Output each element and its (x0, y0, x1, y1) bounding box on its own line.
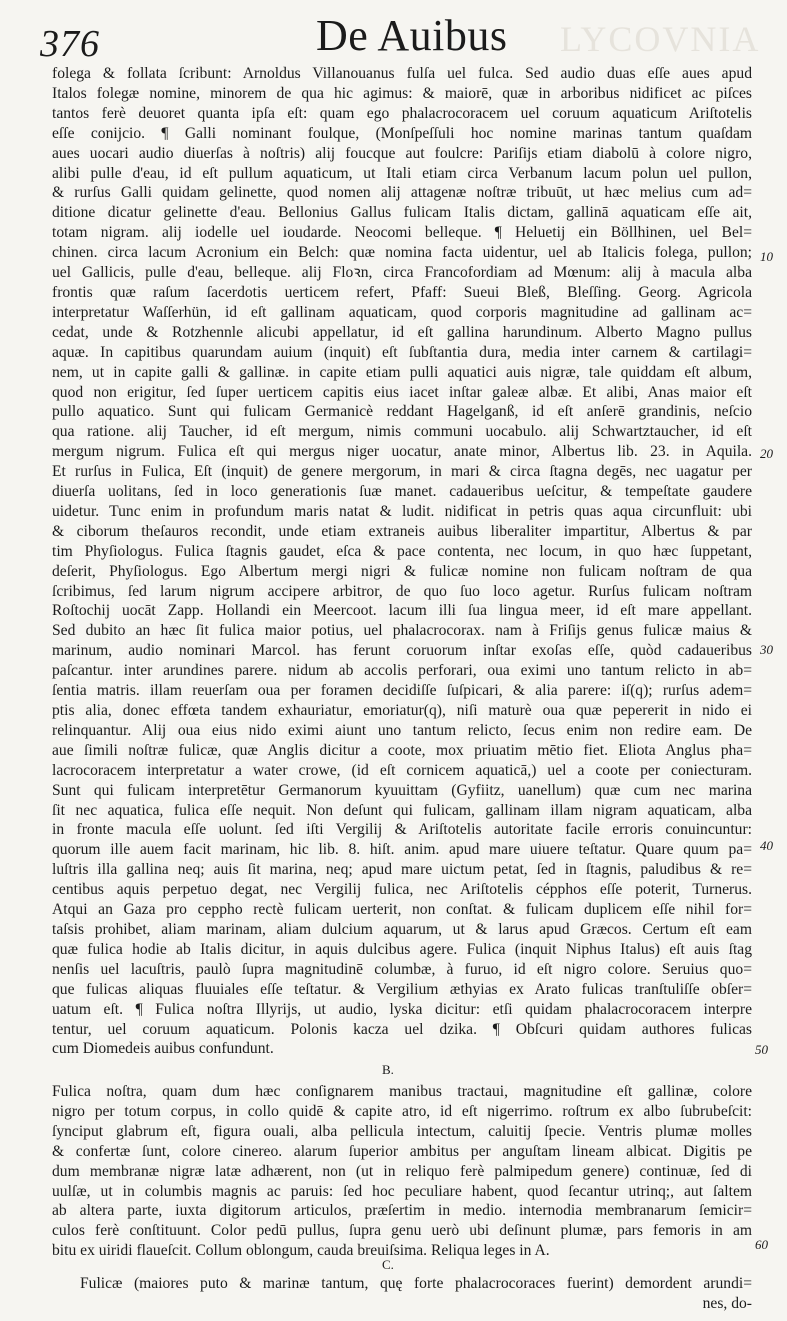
page-number: 376 (40, 23, 100, 65)
text-line: & confertæ ſunt, colore cinereo. alarum ſuperior ambitus per anguſtam lineam albicat. Digitis pe (52, 1142, 752, 1160)
text-line: nenſis uel lacuſtris, paulò ſupra magnitudinē columbæ, à furuo, id eſt nigro colore. Seruius quo= (52, 960, 752, 978)
text-line: Et rurſus in Fulica, Eſt (inquit) de genere mergorum, in mari & circa ſtagna degēs, nec uagatur per (52, 463, 752, 481)
text-line: folega & follata ſcribunt: Arnoldus Villanouanus fulſa uel fulca. Sed audio duas eſſe aues apud (52, 65, 752, 82)
text-line: taſsis prohibet, aliam marinam, aliam dulcium aquarum, ut & larus apud Græcos. Certum eſt eam (52, 920, 752, 938)
text-line: deſerit, Phyſiologus. Ego Albertum mergi nigri & fulicæ nomine non fulicam noſtram de qua (52, 562, 752, 580)
margin-line-number: 30 (760, 642, 773, 657)
margin-line-number: 40 (760, 838, 773, 853)
text-line: lacrocoracem interpretatur a water crowe, (id eſt cornicem aquaticā,) uel a coote per coniecturam. (52, 761, 752, 779)
section-label-b: B. (382, 1062, 394, 1077)
text-line: culos ferè conſtituunt. Color pedū pullus, ſupra genu uerò ubi deſinunt plumæ, pars femoris in am (52, 1222, 752, 1240)
text-line: Fulicæ (maiores puto & marinæ tantum, quę forte phalacrocoraces fuerint) demordent arundi= (80, 1275, 752, 1292)
text-line: ditione dicatur gelinette d'eau. Bellonius Gallus fulicam Italis dictam, gallinā aquaticam eſſe ait, (52, 204, 752, 222)
running-title: De Auibus (316, 11, 508, 60)
text-line: pullo aquatico. Sunt qui fulicam Germanicè reddant Hagelganß, id eſt anſerē grandinis, neſcio (52, 403, 752, 421)
text-line: centibus aquis perpetuo degat, nec Vergilij fulica, nec Ariſtotelis cépphos eſſe poterit, Turnerus. (52, 881, 752, 899)
text-line: que fulicas aliquas fluuiales eſſe teſtatur. & Vergilium æthyias ex Arato fulicas tranſtuliſſe obſer= (52, 980, 752, 998)
text-line: interpretatur Waſſerhün, id eſt gallinam aquaticam, quod corporis magnitudine ad gallinam ac= (52, 303, 752, 321)
text-line: Roſtochij uocāt Zapp. Hollandi ein Meercoot. lacum illi ſua lingua meer, id eſt mare appellant. (52, 602, 752, 620)
margin-line-number: 50 (755, 1042, 768, 1057)
text-line: Italos folegæ nomine, minorem de qua hic agimus: & maiorē, quæ in arboribus nidificet ac piſces (52, 84, 752, 102)
text-line: eſſe conijcio. ¶ Galli nominant foulque, (Monſpeſſuli hoc nomine marinas tantum quaſdam (52, 124, 752, 142)
text-line: totam nigram. alij iodelle uel ioudarde. Neocomi belleque. ¶ Heluetij ein Böllhinen, uel Bel= (52, 224, 752, 242)
text-line: uulſæ, ut in columbis magnis ac paruis: ſed hoc peculiare habent, quod ſecantur utrinq;, aut ſaltem (52, 1182, 752, 1200)
text-line: tentur, uel coruum aquaticum. Polonis kacza uel dzika. ¶ Obſcuri quidam authores fulicas (52, 1020, 752, 1038)
text-line: paſcantur. inter arundines parere. nidum ab accolis perforari, oua eximi uno tantum relicto in ab= (52, 662, 752, 680)
text-line: chinen. circa lacum Acronium ein Belch: quæ nomina facta uidentur, uel ab Italicis folega, pullon; (52, 244, 752, 262)
text-line: marinum, audio nominari Marcol. has ferunt coruorum inſtar exoſas eſſe, quòd cadaueribus (52, 642, 752, 660)
text-line: Sunt qui fulicam interpretētur Germanorum kyuuittam (Gyfiitz, uanellum) quæ cum nec marina (52, 781, 752, 799)
text-line: alibi pulle d'eau, id eſt pullum aquaticum, ut Itali etiam circa Verbanum lacum polun uel pullon, (52, 164, 752, 182)
text-line: Fulica noſtra, quam dum hæc conſignarem manibus tractaui, magnitudine eſt gallinæ, colore (52, 1083, 752, 1100)
text-line: relinquantur. Alij oua eius nido eximi aiunt uno tantum relicto, ſecus enim non redire eam. De (52, 721, 752, 739)
text-line: ſynciput glabrum eſt, figura ouali, alba pellicula intectum, caluitij ſpecie. Ventris plumæ molles (52, 1122, 752, 1140)
section-label-c: C. (382, 1257, 394, 1272)
text-line: uel Gallicis, pulle d'eau, belleque. alij Floꝛn, circa Francofordiam ad Mœnum: alij à macula alba (52, 264, 752, 282)
margin-line-number: 10 (760, 249, 773, 264)
text-line: frontis quæ raſum ſacerdotis uerticem refert, Pfaff: Sueui Bleß, Bleſſing. Georg. Agricola (52, 283, 752, 301)
margin-line-number: 20 (760, 446, 773, 461)
text-line: aquæ. In capitibus quarundam auium (inquit) eſt ſubſtantia dura, media inter carnem & cartilagi= (52, 343, 752, 361)
section-c-text (80, 1274, 752, 1314)
text-line: uidetur. Tunc enim in profundum maris natat & ludit. nidificat in petris quas aqua circunfluit: ubi (52, 502, 752, 520)
text-line: nes, do- (702, 1294, 752, 1312)
text-line: & rurſus Galli quidam gelinette, quod nomen alij attagenæ noſtræ tribuūt, ut hæc melius cum ad= (52, 184, 752, 202)
text-line: nigro per totum corpus, in collo quidē & capite atro, id eſt nigerrimo. roſtrum ex albo ſubrubeſcit: (52, 1102, 752, 1120)
text-line: bitu ex uiridi flaueſcit. Collum oblongum, cauda breuiſsima. Reliqua leges in A. (52, 1242, 550, 1260)
text-line: mergum nigrum. Fulica eſt qui mergus niger uocatur, anate minor, Albertus lib. 23. in Aquila. (52, 443, 752, 461)
text-line: aue ſimili noſtræ fulicæ, quæ Anglis dicitur a coote, mox priuatim mētio fiet. Eliota Anglus pha= (52, 741, 752, 759)
text-line: ptis alia, donec effœta tandem exhauriatur, emoriatur(q), niſi maturè oua quæ pepererit in nido ei (52, 702, 752, 719)
text-line: ſit nec aquatica, fulica eſſe nequit. Non deſunt qui fulicam, gallinam illam nigram aquaticam, alba (52, 801, 752, 819)
section-b-text (52, 1082, 752, 1268)
text-line: quod non erigitur, ſed ſuper uerticem capitis eius iacet inſtar galeæ albæ. Et alibi, Anas maior eſt (52, 383, 752, 401)
text-line: ſcribimus, ſed larum nigrum accipere arbitror, de quo ſuo loco agetur. Rurſus fulicam noſtram (52, 582, 752, 600)
text-line: luſtris illa gallina neq; auis ſit marina, neq; apud mare uictum petat, ſed in ſtagnis, paludibus & re= (52, 861, 752, 879)
margin-line-number: 60 (755, 1237, 768, 1252)
text-line: in fronte macula eſſe uolunt. ſed iſti Vergilij & Ariſtotelis autoritate facile erroris conuincuntur: (52, 821, 752, 839)
text-line: cum Diomedeis auibus confundunt. (52, 1040, 274, 1058)
text-line: Atqui an Gaza pro ceppho rectè fulicam uerterit, non conſtat. & fulicam duplicem eſſe nihil for= (52, 901, 752, 919)
text-line: qua ratione. alij Taucher, id eſt mergum, nimis communi uocabulo. alij Schwartztaucher, id eſt (52, 423, 752, 441)
text-line: dum membranæ nigræ latæ adhærent, non (ut in reliquo ferè palmipedum genere) continuæ, ſed di (52, 1162, 752, 1180)
bleed-through-text: LYCOVNIA (560, 19, 761, 59)
main-text-block (52, 64, 752, 1116)
text-line: tim Phyſiologus. Fulica ſtagnis gaudet, eſca & pace contenta, nec locum, in quo hæc ſuppetant, (52, 542, 752, 560)
text-line: aues uocari audio diuerſas à noſtris) alij foucque aut foulcre: Pariſijs etiam diabolū à colore nigro, (52, 144, 752, 162)
text-line: quorum ille auem facit marinam, hic lib. 8. hiſt. anim. apud mare uiuere teſtatur. Quare quum pa= (52, 841, 752, 859)
text-line: ſentia matris. illam reuerſam oua per foramen decidiſſe ſuſpicari, & alia parere: iſ(q); rurſus adem= (52, 682, 752, 700)
text-line: uatum eſt. ¶ Fulica noſtra Illyrijs, ut audio, lyska dicitur: etſi quidam phalacrocoracem interpre (52, 1000, 752, 1018)
text-line: cedat, unde & Rotzhennle alicubi appellatur, id eſt gallina harundinum. Alberto Magno pullus (52, 323, 752, 341)
text-line: tantos ferè deuoret quanta ipſa eſt: quam ego phalacrocoracem uel coruum aquaticum Ariſtotelis (52, 104, 752, 122)
text-line: quæ fulica hodie ab Italis dicitur, in aquis dulcibus agere. Fulica (inquit Niphus Italus) eſt auis ſtag (52, 940, 752, 958)
text-line: & ciborum theſauros recondit, unde etiam extraneis auibus liberaliter impartitur, Albertus & par (52, 522, 752, 540)
text-line: Sed dubito an hæc ſit fulica maior potius, uel phalacrocorax. nam à Friſijs genus fulicæ maius & (52, 622, 752, 640)
text-line: ab altera parte, iuxta digitorum articulos, præſertim in medio. internodia membranarum ſemicir= (52, 1202, 752, 1220)
text-line: nem, ut in capite galli & gallinæ. in capite etiam pulli aquatici auis nigræ, tale quiddam eſt album, (52, 363, 752, 381)
text-line: diuerſa uolitans, ſed in loco generationis ſuæ manet. cadaueribus ueſcitur, & tempeſtate gaudere (52, 483, 752, 501)
